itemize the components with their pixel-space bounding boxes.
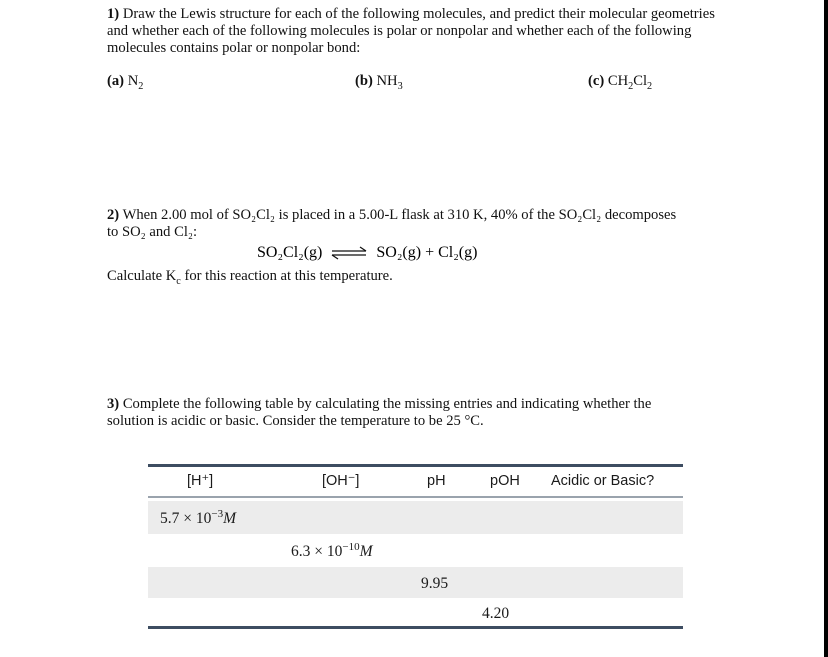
q2-number: 2) [107, 207, 120, 223]
table-row [148, 567, 683, 598]
q1-text: Draw the Lewis structure for each of the following molecules, and predict their molecular geometries and whether each of the following molecules is polar or nonpolar and whether each of the following molecules contains polar or nonpolar bond: [107, 6, 715, 56]
q1-part-c-label: (c) [588, 73, 605, 89]
equation-products: SO₂(g) + Cl₂(g) [376, 244, 478, 261]
table-bottom-rule [148, 626, 683, 629]
q1-part-a-label: (a) [107, 73, 125, 89]
equilibrium-arrows-icon [328, 246, 370, 260]
table-top-rule [148, 464, 683, 467]
q1-part-b [355, 73, 403, 92]
q1-part-c [588, 73, 652, 92]
q1-part-c-formula2: Cl [633, 73, 648, 89]
cell-oh-exponent: −10 [342, 541, 360, 553]
q1-part-c-sub1: 2 [628, 80, 634, 92]
q3-text-line2: solution is acidic or basic. Consider the temperature to be 25 °C. [107, 413, 484, 429]
cell-oh-mantissa: 6.3 × 10 [291, 543, 343, 560]
header-acidic-basic: Acidic or Basic? [551, 473, 655, 489]
q2-text-line2: to SO₂ and Cl₂: [107, 224, 198, 240]
cell-h-mantissa: 5.7 × 10 [160, 510, 212, 527]
cell-h-exponent: −3 [211, 508, 224, 520]
q1-part-c-sub2: 2 [647, 80, 653, 92]
q1-part-b-label: (b) [355, 73, 373, 89]
q2-prompt [107, 207, 747, 241]
q1-part-b-sub: 3 [397, 80, 403, 92]
cell-ph-value: 9.95 [421, 575, 449, 592]
q2-equation [257, 244, 477, 262]
header-poh: pOH [490, 473, 520, 489]
equation-reactant: SO₂Cl₂(g) [257, 244, 323, 261]
q3-prompt [107, 396, 747, 430]
q1-part-a [107, 73, 143, 92]
q1-part-c-formula: CH [607, 73, 629, 89]
q1-part-a-sub: 2 [138, 80, 144, 92]
q2-ask-prefix: Calculate K [107, 268, 177, 284]
cell-oh-unit: M [359, 543, 373, 560]
cell-h-value [160, 510, 236, 528]
q3-text-line1: Complete the following table by calculating the missing entries and indicating whether the [122, 396, 652, 412]
header-rule [148, 496, 683, 498]
cell-h-unit: M [223, 510, 237, 527]
q2-ask [107, 268, 393, 287]
q3-number: 3) [107, 396, 120, 412]
q1-part-a-formula: N [127, 73, 139, 89]
q2-ask-suffix: for this reaction at this temperature. [180, 268, 393, 284]
cell-oh-value [291, 543, 373, 561]
cell-poh-value: 4.20 [482, 605, 510, 622]
header-h-conc: [H⁺] [187, 473, 214, 489]
q1-part-b-formula: NH [376, 73, 398, 89]
header-oh-conc: [OH⁻] [322, 473, 360, 489]
q2-ask-sub: c [176, 275, 181, 287]
q1-prompt [107, 6, 727, 57]
header-ph: pH [427, 473, 446, 489]
q2-text-line1: When 2.00 mol of SO₂Cl₂ is placed in a 5.00-L flask at 310 K, 40% of the SO₂Cl₂ decomposes [122, 207, 677, 223]
q1-number: 1) [107, 6, 120, 22]
